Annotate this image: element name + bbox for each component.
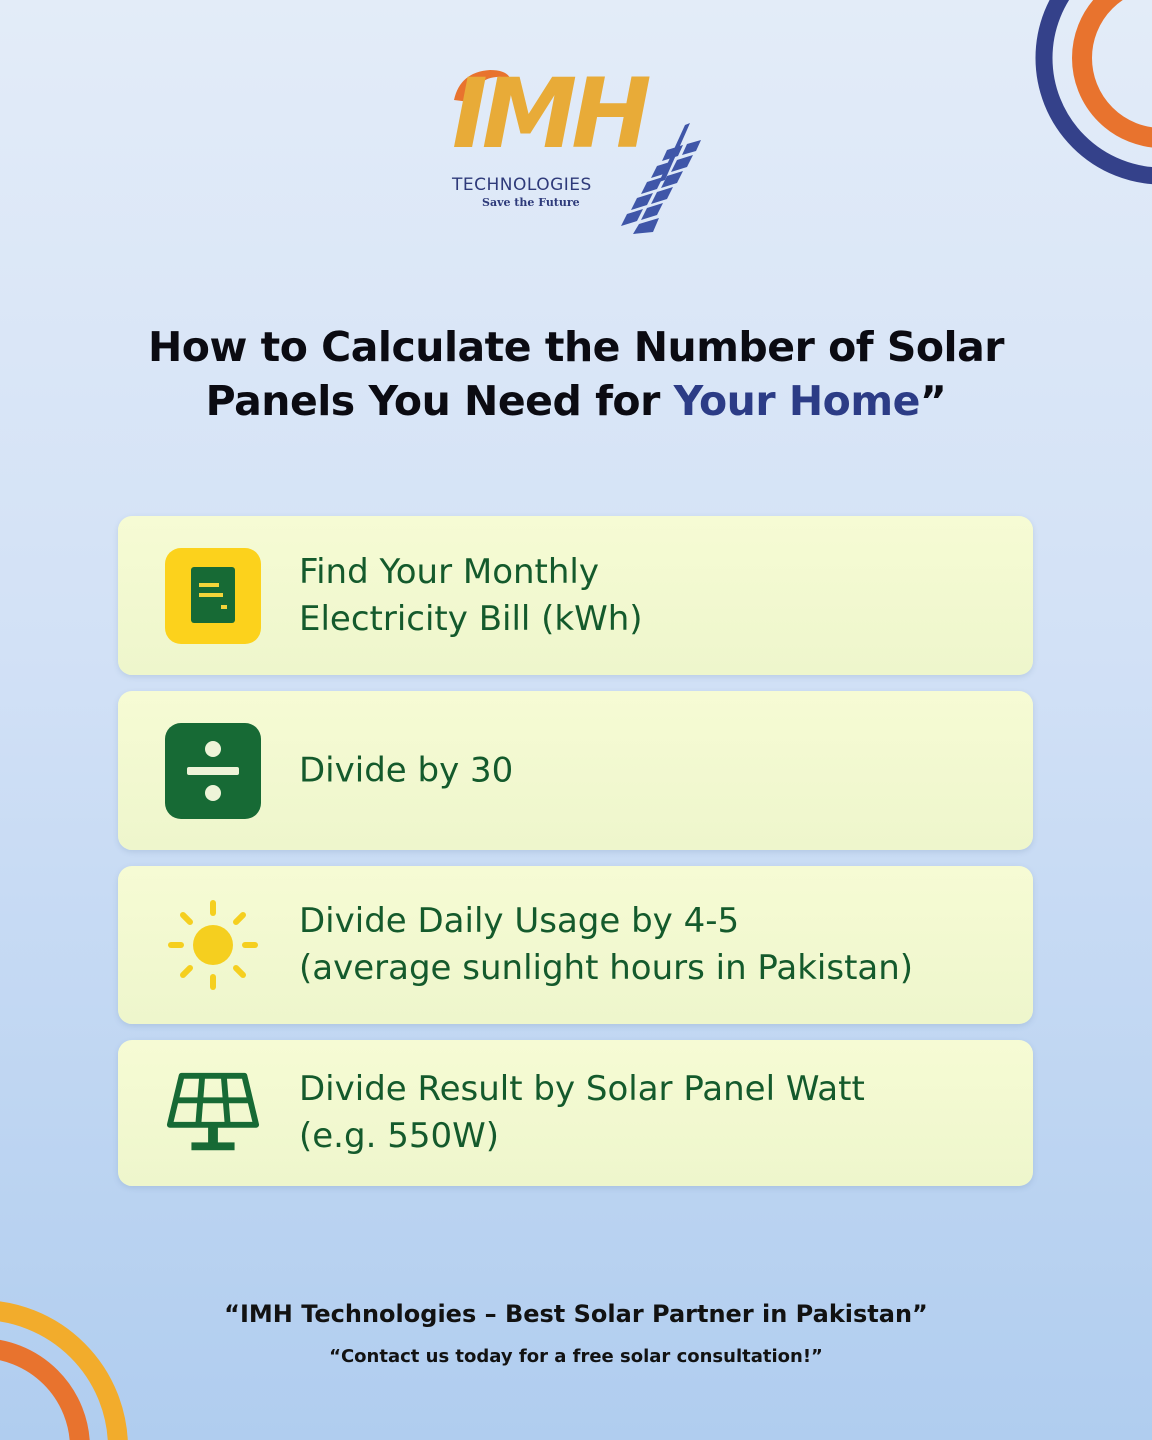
step-text bbox=[299, 549, 643, 643]
step-card-sunlight-hours bbox=[118, 866, 1033, 1024]
step-line-1: Divide Daily Usage by 4-5 bbox=[299, 901, 740, 941]
sun-icon bbox=[164, 896, 262, 994]
title-highlight: Your Home bbox=[673, 377, 920, 425]
imh-logo bbox=[430, 60, 730, 245]
logo-solar-panel-icon bbox=[595, 120, 705, 235]
solar-panel-icon bbox=[164, 1064, 262, 1162]
step-line-1: Divide Result by Solar Panel Watt bbox=[299, 1069, 865, 1109]
step-text bbox=[299, 1066, 865, 1160]
footer-subline: “Contact us today for a free solar consultation!” bbox=[329, 1346, 823, 1367]
step-text bbox=[299, 747, 513, 794]
step-text bbox=[299, 898, 913, 992]
page-title bbox=[0, 320, 1152, 428]
top-right-arc-decoration bbox=[1010, 0, 1152, 190]
title-line-1: How to Calculate the Number of Solar bbox=[147, 323, 1005, 371]
title-end-quote: ” bbox=[919, 377, 947, 425]
logo-company-name: TECHNOLOGIES bbox=[452, 175, 592, 195]
step-card-monthly-bill bbox=[118, 516, 1033, 675]
step-line-2: (e.g. 550W) bbox=[299, 1116, 499, 1156]
title-line-2 bbox=[0, 374, 1152, 428]
step-card-divide-30 bbox=[118, 691, 1033, 850]
title-line-2-text: Panels You Need for bbox=[205, 377, 674, 425]
logo-wordmark: IMH bbox=[452, 58, 646, 170]
step-card-panel-watt bbox=[118, 1040, 1033, 1186]
step-line-1: Divide by 30 bbox=[299, 750, 514, 790]
document-icon bbox=[164, 547, 262, 645]
step-line-2: (average sunlight hours in Pakistan) bbox=[299, 948, 914, 988]
step-line-1: Find Your Monthly bbox=[299, 551, 599, 592]
footer-headline: “IMH Technologies – Best Solar Partner in Pakistan” bbox=[224, 1300, 928, 1328]
step-line-2: Electricity Bill (kWh) bbox=[299, 598, 643, 639]
divide-icon bbox=[164, 722, 262, 820]
logo-tagline: Save the Future bbox=[482, 196, 580, 209]
